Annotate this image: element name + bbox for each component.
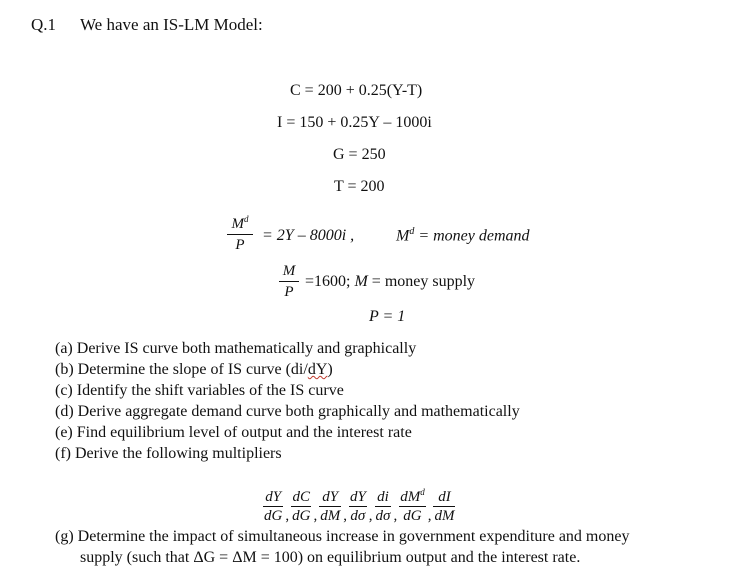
question-number: Q.1 [31, 15, 57, 34]
fraction-bar [279, 281, 299, 282]
multipliers-row: $\frac{dY}{dG}$ , $\frac{dC}{dG}$ , $\frac{dY}{dM}$ , $\frac{dY}{d\sigma}$ , $\frac{di}{d\sigma}$ , $\frac{dM^d}{dG}$ , $\frac{dI}{dM}$ [263, 483, 455, 525]
md-numerator: M [231, 216, 244, 232]
part-a: (a) Derive IS curve both mathematically and graphically [55, 340, 417, 357]
price-level-equation: P = 1 [369, 308, 406, 325]
taxes-equation: T = 200 [334, 178, 385, 195]
money-demand-rhs: = 2Y – 8000i , [262, 227, 355, 244]
part-d: (d) Derive aggregate demand curve both graphically and mathematically [55, 403, 520, 420]
money-supply-fraction [279, 262, 299, 301]
part-c: (c) Identify the shift variables of the IS curve [55, 382, 344, 399]
money-demand-fraction [227, 210, 253, 254]
fraction-bar [227, 234, 253, 235]
multiplier-dy-dm: $\frac{dY}{dM}$ [320, 489, 341, 524]
spellcheck-underline: dY [307, 361, 328, 378]
multiplier-di-dsigma: $\frac{di}{d\sigma}$ [375, 489, 391, 524]
ms-denominator: P [284, 284, 294, 300]
part-b: (b) Determine the slope of IS curve (di/dY) [55, 361, 333, 378]
multiplier-di-dm: $\frac{dI}{dM}$ [434, 489, 455, 524]
money-supply-rhs: =1600; M = money supply [305, 273, 476, 290]
part-e: (e) Find equilibrium level of output and the interest rate [55, 424, 412, 441]
investment-equation: I = 150 + 0.25Y – 1000i [277, 114, 432, 131]
md-superscript: d [244, 214, 249, 224]
money-demand-definition: $M^d$ = money demand [396, 226, 530, 245]
multiplier-dy-dsigma: $\frac{dY}{d\sigma}$ [349, 489, 366, 524]
government-equation: G = 250 [333, 146, 386, 163]
multiplier-dmd-dg: $\frac{dM^d}{dG}$ [400, 487, 425, 524]
part-g-continuation: supply (such that ΔG = ΔM = 100) on equilibrium output and the interest rate. [80, 549, 581, 566]
md-denominator: P [235, 237, 245, 253]
multiplier-dy-dg: $\frac{dY}{dG}$ [264, 489, 283, 524]
multiplier-dc-dg: $\frac{dC}{dG}$ [292, 489, 311, 524]
part-f: (f) Derive the following multipliers [55, 445, 282, 462]
consumption-equation: C = 200 + 0.25(Y-T) [290, 82, 423, 99]
question-intro: We have an IS-LM Model: [80, 15, 263, 34]
ms-numerator: M [282, 263, 296, 279]
part-g: (g) Determine the impact of simultaneous increase in government expenditure and money [55, 528, 630, 545]
